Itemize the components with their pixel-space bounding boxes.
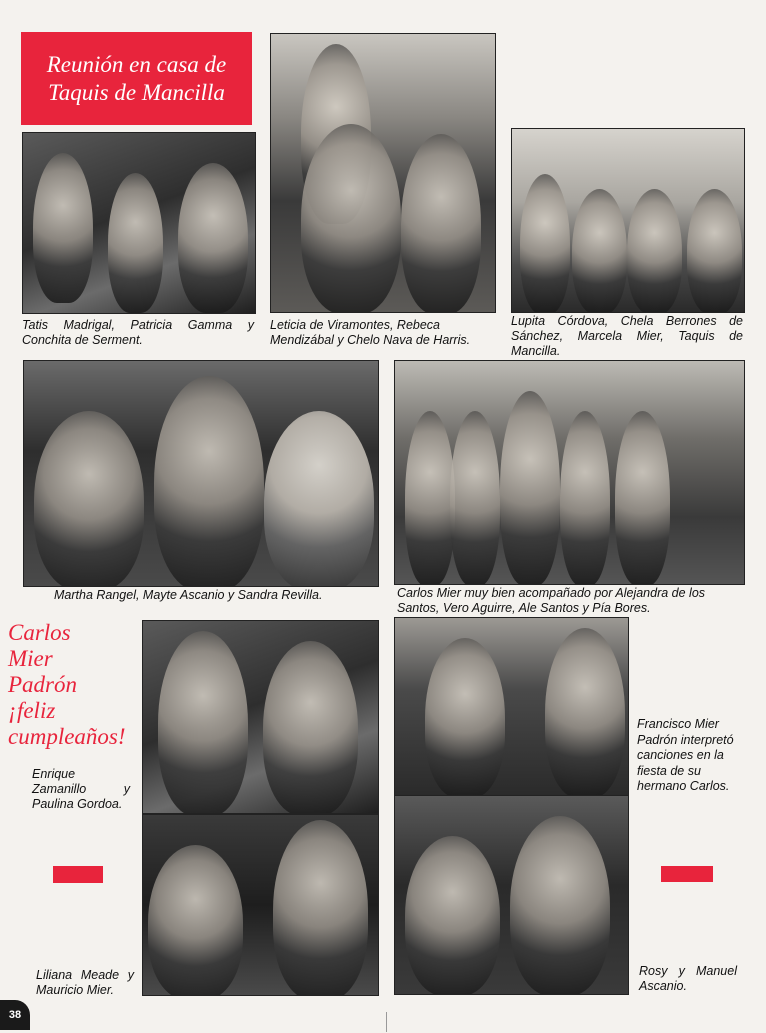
section-title: Reunión en casa de Taquis de Mancilla (46, 51, 227, 105)
caption-photo9: Rosy y Manuel Ascanio. (639, 964, 737, 993)
photo-leticia-viramontes-group (270, 33, 496, 313)
photo-tatis-madrigal-group (22, 132, 256, 314)
photo-lupita-cordova-group (511, 128, 745, 313)
photo-rosy-manuel-ascanio (394, 795, 629, 995)
page-fold-mark (386, 1012, 387, 1032)
caption-photo8: Liliana Meade y Mauricio Mier. (36, 968, 134, 997)
page-number: 38 (0, 1000, 30, 1030)
decorative-red-bar-left (53, 866, 103, 883)
photo-martha-rangel-group (23, 360, 379, 587)
caption-photo7: Francisco Mier Padrón interpretó canciones en la fiesta de su hermano Carlos. (637, 717, 734, 793)
caption-photo4: Martha Rangel, Mayte Ascanio y Sandra Revilla. (54, 588, 323, 602)
caption-photo6: Enrique Zamanillo y Paulina Gordoa. (32, 767, 130, 811)
caption-photo1: Tatis Madrigal, Patricia Gamma y Conchita de Serment. (22, 318, 254, 347)
photo-francisco-mier-padron (394, 617, 629, 797)
birthday-heading: Carlos Mier Padrón ¡feliz cumpleaños! (8, 620, 126, 749)
section-title-box (21, 32, 252, 125)
photo-liliana-meade-mauricio-mier (142, 814, 379, 996)
photo-enrique-zamanillo-paulina-gordoa (142, 620, 379, 814)
caption-photo5: Carlos Mier muy bien acompañado por Alejandra de los Santos, Vero Aguirre, Ale Santos y Pía Bores. (397, 586, 706, 615)
decorative-red-bar-right (661, 866, 713, 882)
photo-carlos-mier-group (394, 360, 745, 585)
caption-photo2: Leticia de Viramontes, Rebeca Mendizábal y Chelo Nava de Harris. (270, 318, 471, 347)
caption-photo3: Lupita Córdova, Chela Berrones de Sánchez, Marcela Mier, Taquis de Mancilla. (511, 314, 743, 358)
